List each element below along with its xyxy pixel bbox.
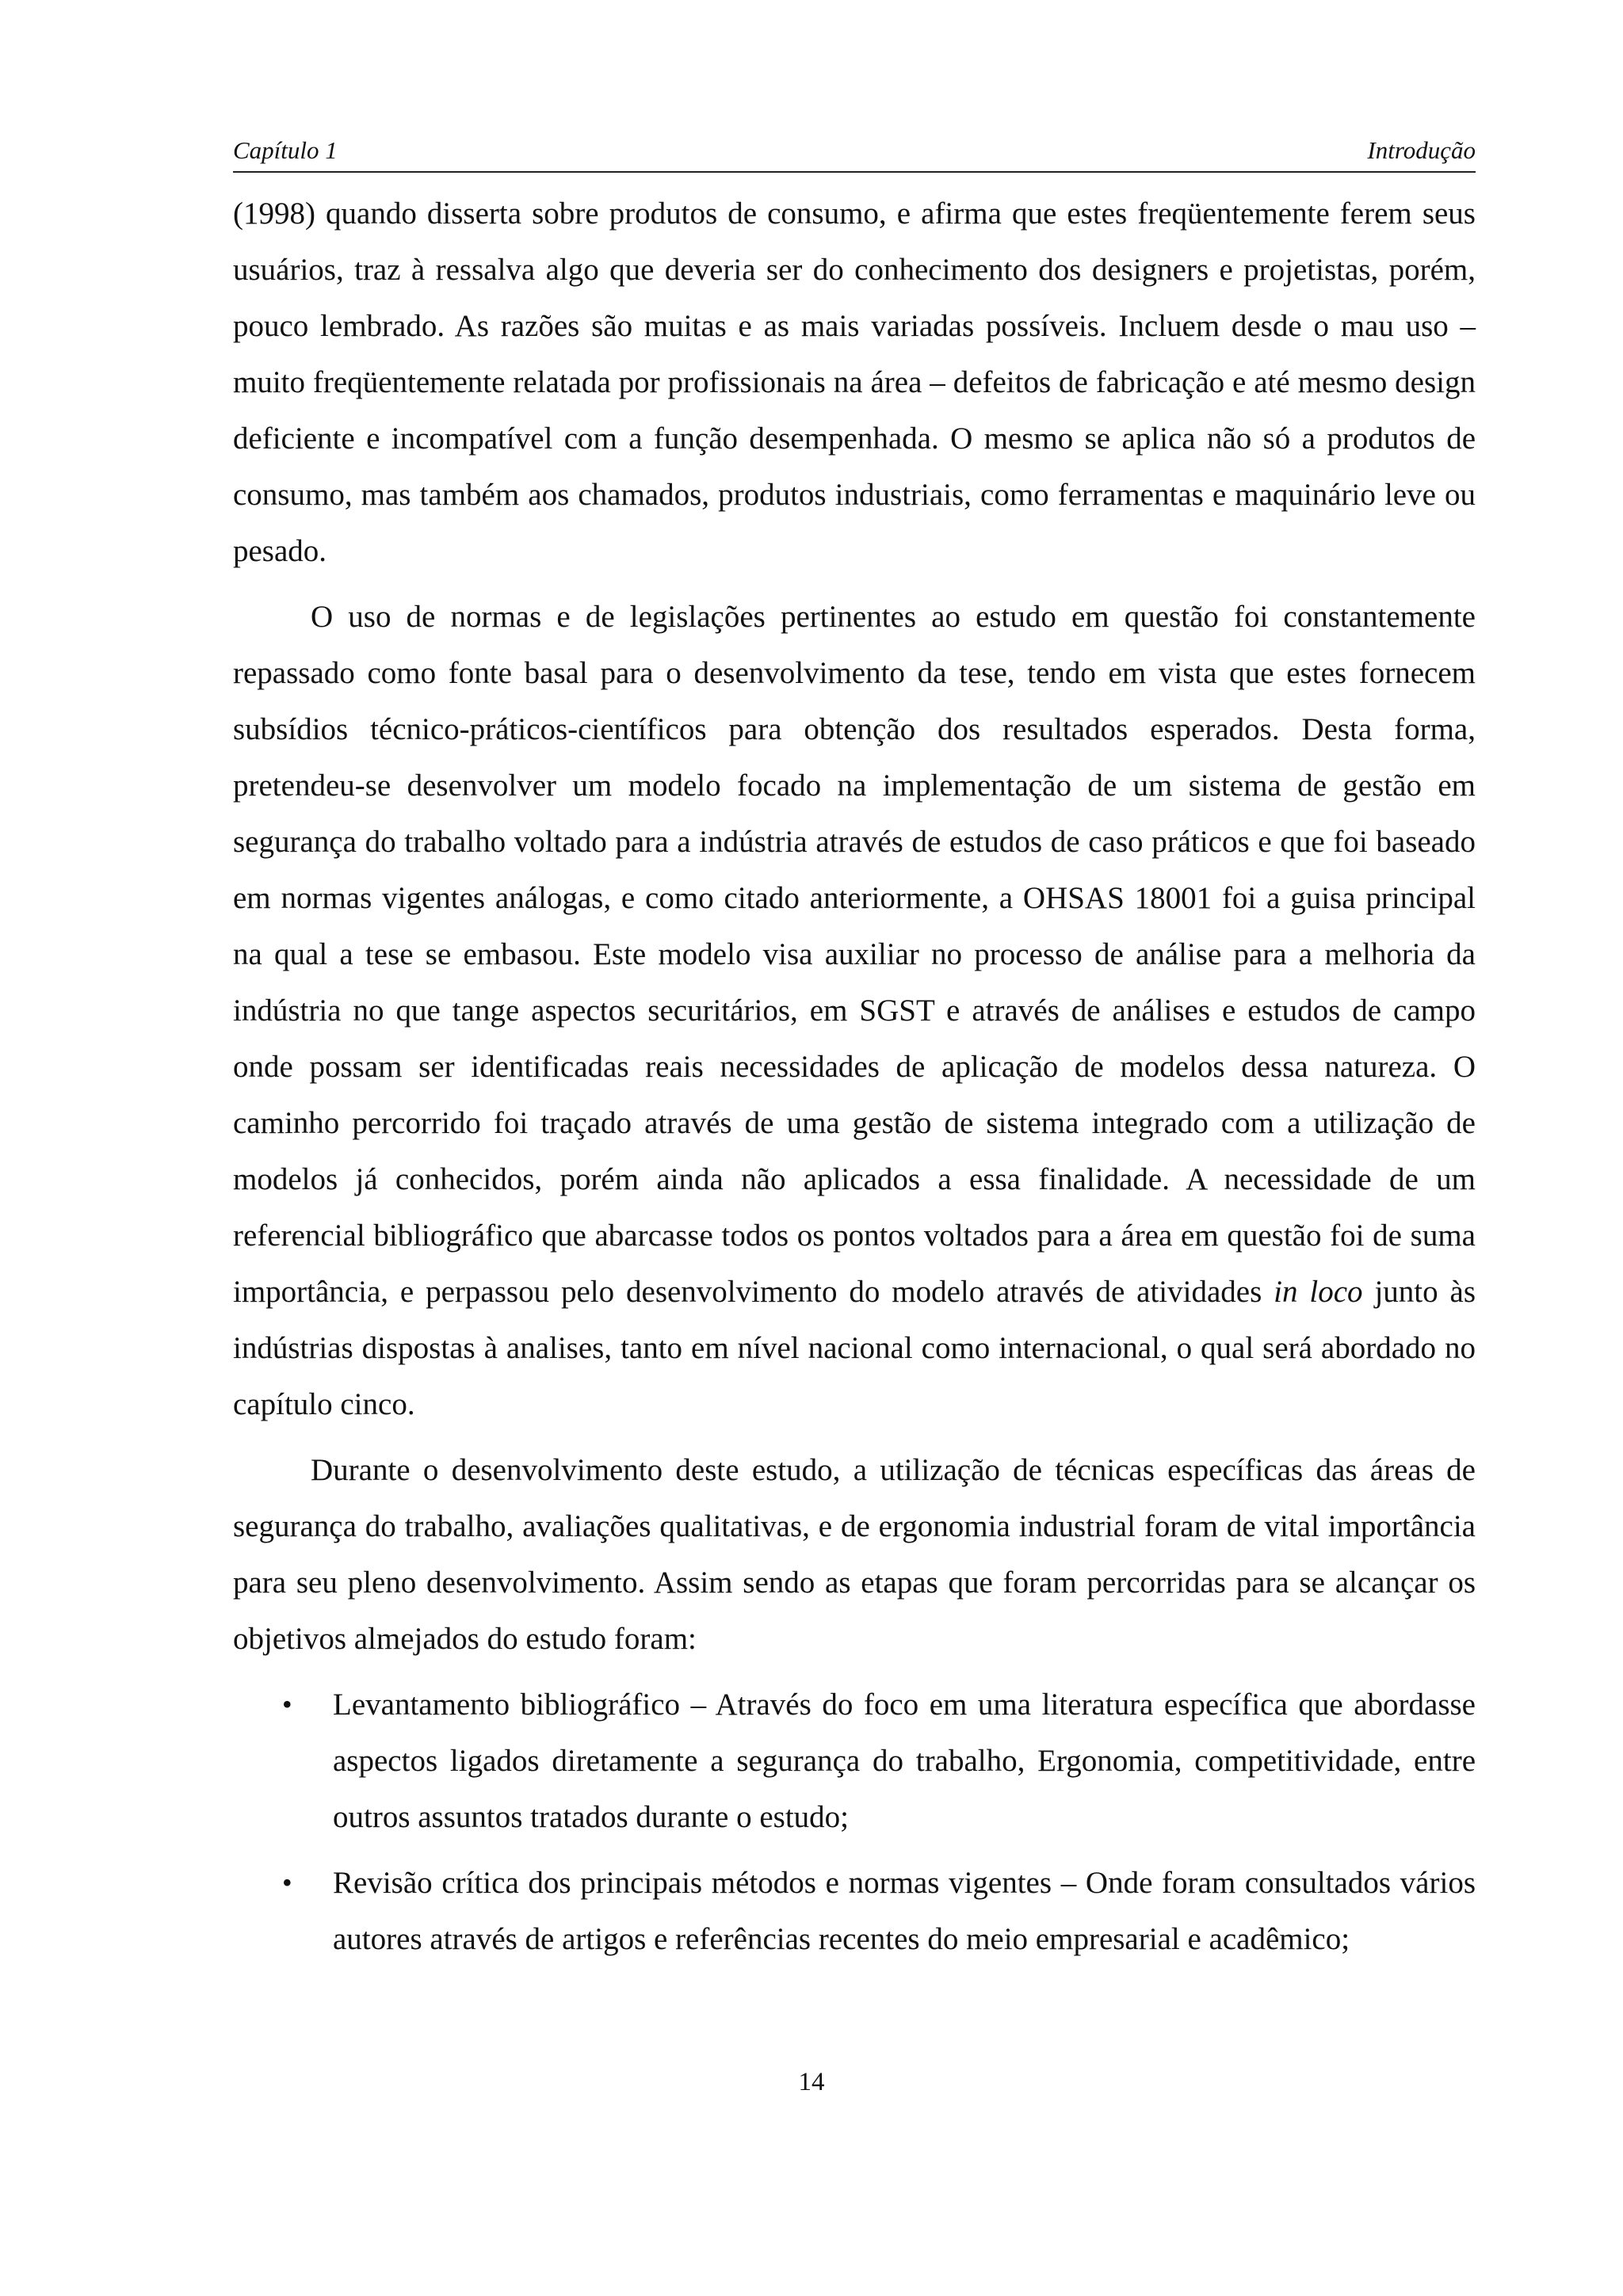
list-item [233, 1676, 1476, 1845]
bullet-list [233, 1676, 1476, 1967]
section-label: Introdução [1367, 136, 1476, 164]
paragraph-2-text-b: junto às indústrias dispostas à analises, tanto em nível nacional como internacional, o qual será abordado no capítulo cinco. [233, 1275, 1476, 1421]
running-header [233, 132, 1476, 173]
bullet-icon: • [282, 1867, 292, 1898]
body-text [233, 185, 1476, 1977]
list-item [233, 1855, 1476, 1967]
paragraph-2-text-a: O uso de normas e de legislações pertinentes ao estudo em questão foi constantemente repassado como fonte basal para o desenvolvimento da tese, tendo em vista que estes fornecem subsídios técnico-práticos-científicos para obtenção dos resultados esperados. Desta forma, pretendeu-se desenvolver um modelo focado na implementação de um sistema de gestão em segurança do trabalho voltado para a indústria através de estudos de caso práticos e que foi baseado em normas vigentes análogas, e como citado anteriormente, a OHSAS 18001 foi a guisa principal na qual a tese se embasou. Este modelo visa auxiliar no processo de análise para a melhoria da indústria no que tange aspectos securitários, em SGST e através de análises e estudos de campo onde possam ser identificadas reais necessidades de aplicação de modelos dessa natureza. O caminho percorrido foi traçado através de uma gestão de sistema integrado com a utilização de modelos já conhecidos, porém ainda não aplicados a essa finalidade. A necessidade de um referencial bibliográfico que abarcasse todos os pontos voltados para a área em questão foi de suma importância, e perpassou pelo desenvolvimento do modelo através de atividades [233, 600, 1476, 1309]
bullet-icon: • [282, 1688, 292, 1720]
paragraph-2 [233, 589, 1476, 1432]
page-number: 14 [798, 2068, 825, 2096]
list-item-text: Revisão crítica dos principais métodos e normas vigentes – Onde foram consultados vários autores através de artigos e referências recentes do meio empresarial e acadêmico; [333, 1866, 1476, 1956]
list-item-text: Levantamento bibliográfico – Através do foco em uma literatura específica que abordasse aspectos ligados diretamente a segurança do trabalho, Ergonomia, competitividade, entre outros assuntos tratados durante o estudo; [333, 1688, 1476, 1834]
paragraph-1: (1998) quando disserta sobre produtos de consumo, e afirma que estes freqüentemente ferem seus usuários, traz à ressalva algo que deveria ser do conhecimento dos designers e projetistas, porém, pouco lembrado. As razões são muitas e as mais variadas possíveis. Incluem desde o mau uso – muito freqüentemente relatada por profissionais na área – defeitos de fabricação e até mesmo design deficiente e incompatível com a função desempenhada. O mesmo se aplica não só a produtos de consumo, mas também aos chamados, produtos industriais, como ferramentas e maquinário leve ou pesado. [233, 196, 1476, 568]
italic-term: in loco [1274, 1275, 1363, 1309]
chapter-label: Capítulo 1 [233, 136, 338, 164]
paragraph-3: Durante o desenvolvimento deste estudo, a utilização de técnicas específicas das áreas de segurança do trabalho, avaliações qualitativas, e de ergonomia industrial foram de vital importância para seu pleno desenvolvimento. Assim sendo as etapas que foram percorridas para se alcançar os objetivos almejados do estudo foram: [233, 1453, 1476, 1656]
